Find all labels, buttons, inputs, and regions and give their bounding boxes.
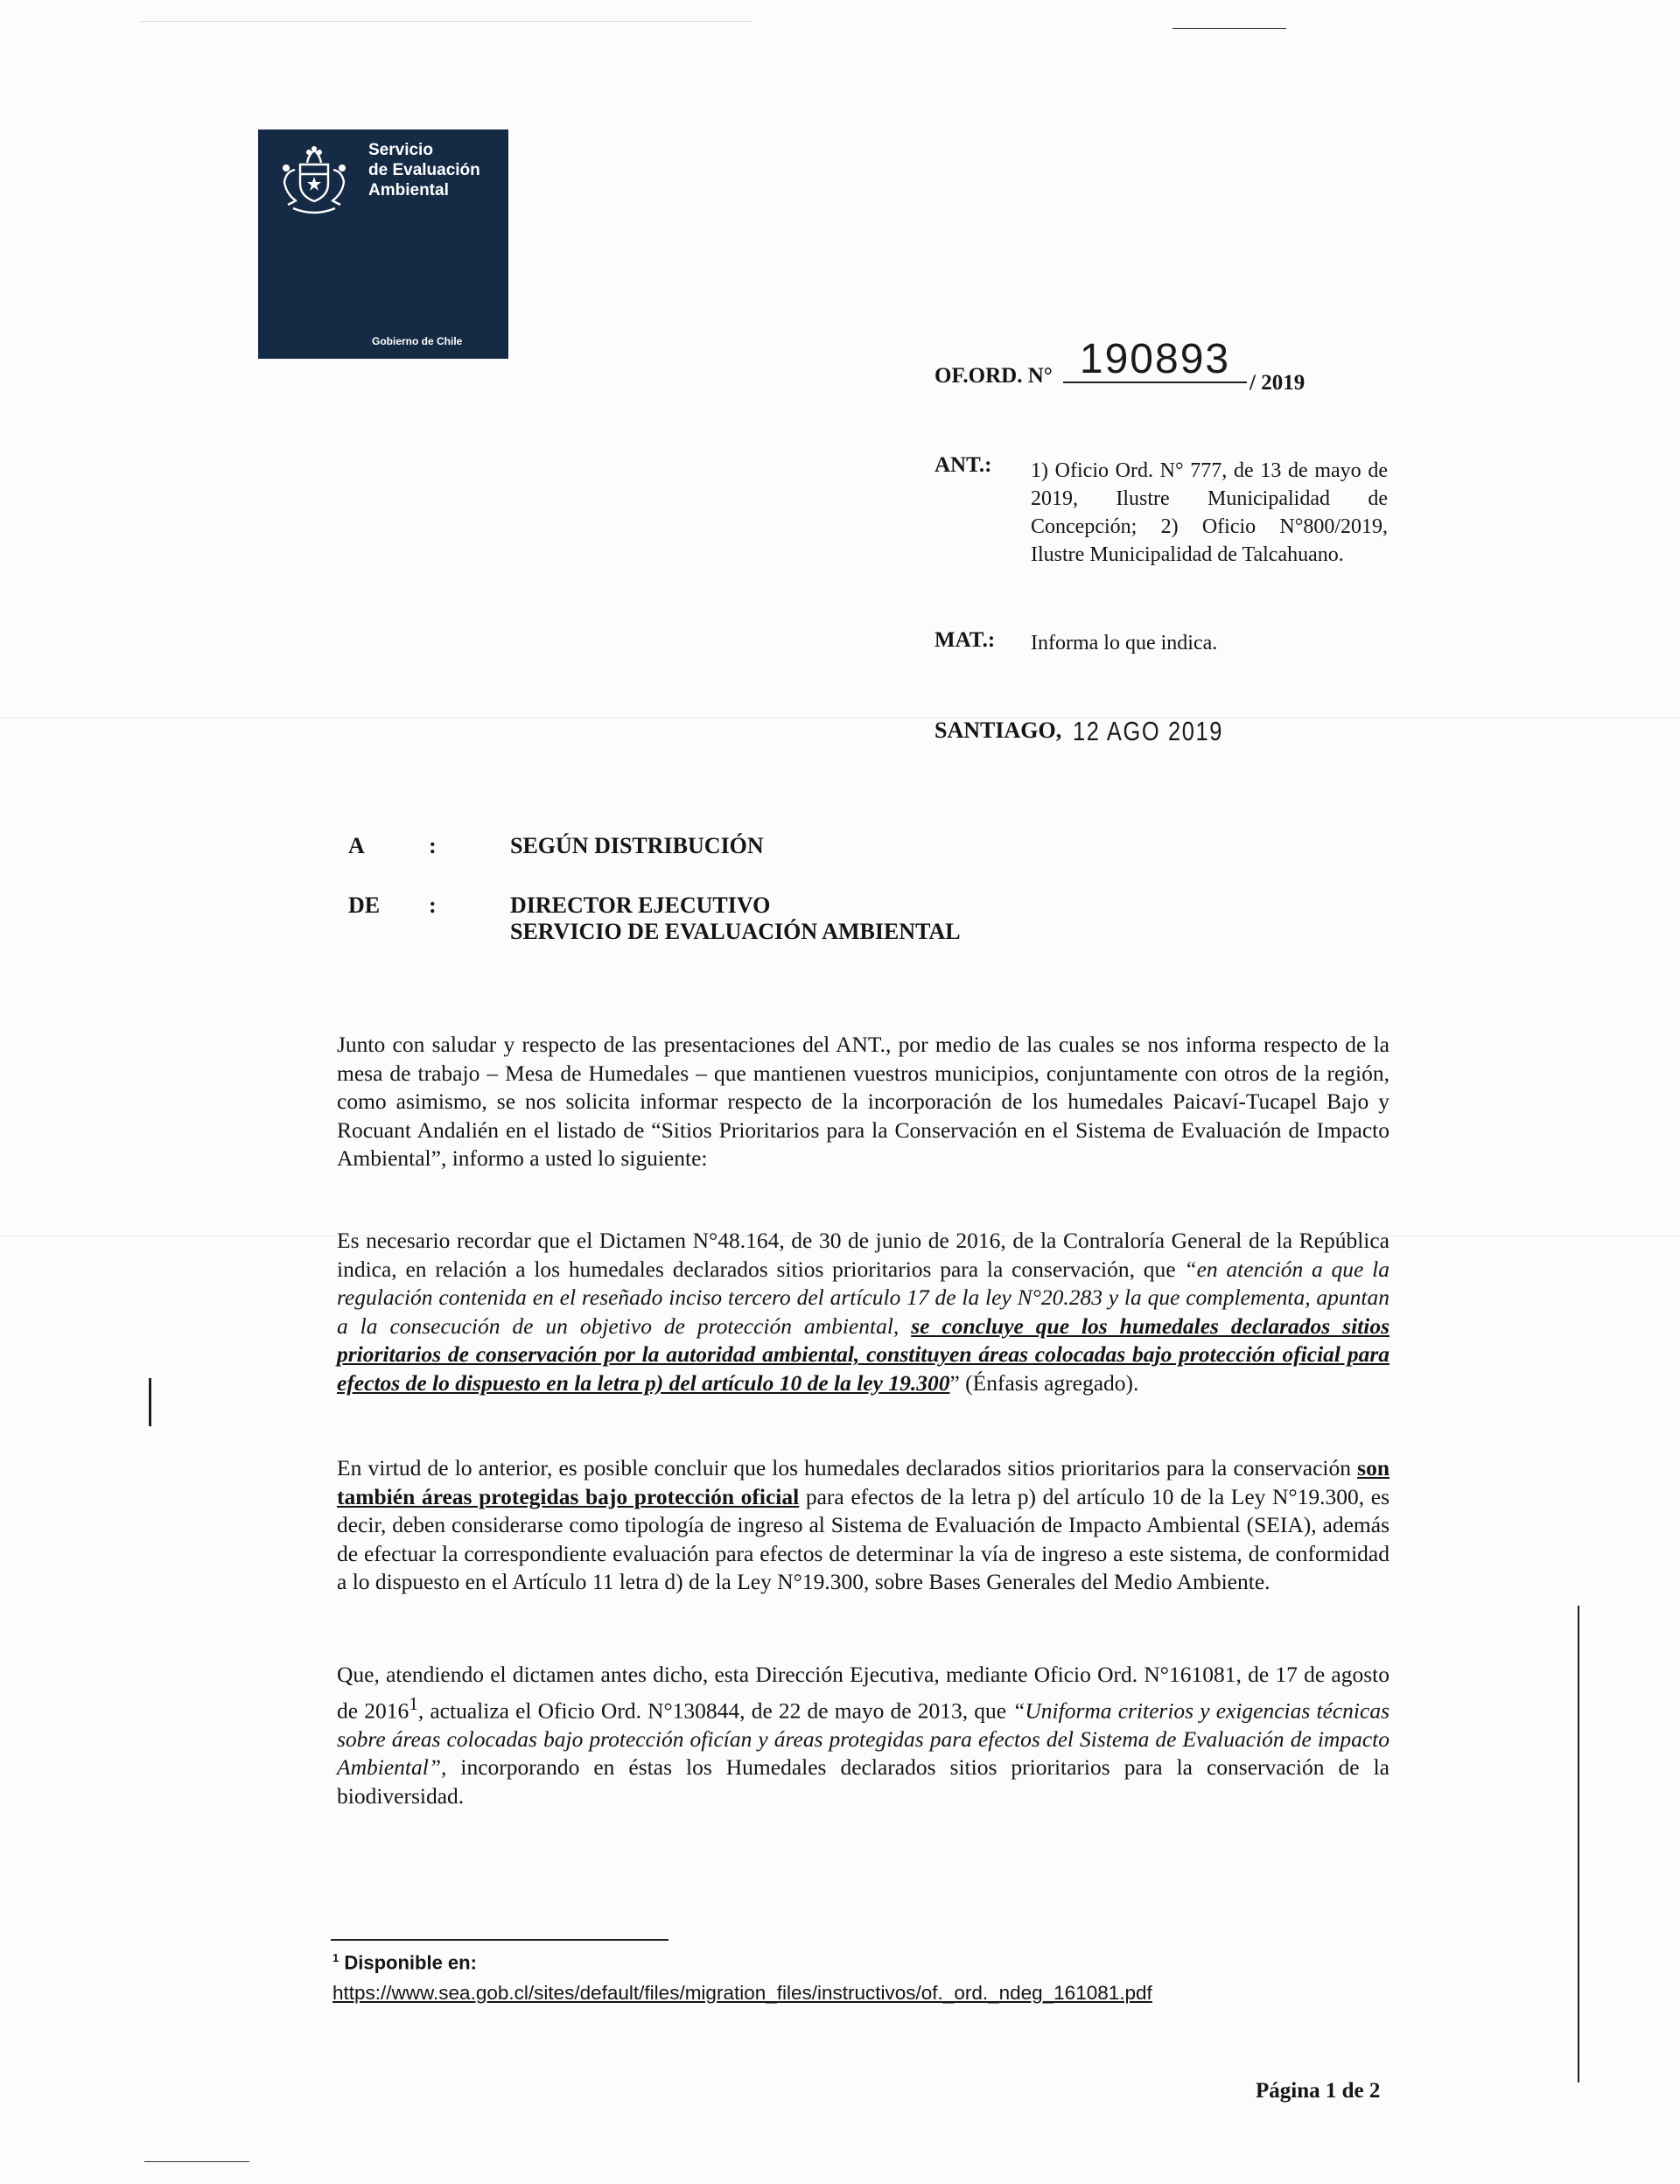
scan-mark [149, 1378, 151, 1426]
ant-label: ANT.: [934, 453, 992, 477]
logo-line: de Evaluación [368, 161, 480, 179]
oford-label: OF.ORD. N° [934, 364, 1053, 388]
oford-year: / 2019 [1250, 371, 1306, 395]
from-key: DE [348, 892, 381, 918]
coat-of-arms-icon [274, 144, 354, 217]
scan-artifact [1172, 28, 1286, 29]
body-paragraph-4 [337, 1661, 1390, 1810]
p3-emphasis: son también áreas protegidas bajo protección oficial [337, 1455, 1390, 1509]
body-paragraph-1: Junto con saludar y respecto de las presentaciones del ANT., por medio de las cuales se nos informa respecto de la mesa de trabajo – Mesa de Humedales – que mantienen vuestros municipios, conjuntamente con otros de la región, como asimismo, se nos solicita informar respecto de la incorporación de los humedales Paicaví-Tucapel Bajo y Rocuant Andalién en el listado de “Sitios Prioritarios para la Conservación en el Sistema de Evaluación de Impacto Ambiental”, informo a usted lo siguiente: [337, 1032, 1390, 1172]
scan-artifact [144, 2161, 249, 2162]
scan-mark [1578, 1606, 1579, 2082]
p2-emphasis: se concluye que los humedales declarados sitios prioritarios de conservación por la autoridad ambiental, constituyen áreas colocadas bajo protección oficial para efectos de lo dispuesto en la letra p) del artículo 10 de la ley 19.300 [337, 1312, 1390, 1396]
to-key: A [348, 833, 365, 858]
p2-closing: ” (Énfasis agregado). [949, 1369, 1139, 1396]
date-stamp: 12 AGO 2019 [1073, 716, 1224, 746]
p4-intro: Que, atendiendo el dictamen antes dicho, esta Dirección Ejecutiva, mediante Oficio Ord. N°161081, de 17 de agosto de 2016 [337, 1662, 1390, 1724]
page-number: Página 1 de 2 [1256, 2079, 1381, 2103]
footnote-link[interactable]: https://www.sea.gob.cl/sites/default/files/migration_files/instructivos/of._ord._ndeg_161081.pdf [332, 1982, 1152, 2004]
footnote-marker: 1 [332, 1951, 340, 1964]
p4-quote: “Uniforma criterios y exigencias técnicas sobre áreas colocadas bajo protección oficían y áreas protegidas para efectos del Sistema de Evaluación de impacto Ambiental” [337, 1698, 1390, 1781]
body-paragraph-3 [337, 1454, 1390, 1597]
p2-intro: Es necesario recordar que el Dictamen N°48.164, de 30 de junio de 2016, de la Contraloría General de la República indica, en relación a los humedales declarados sitios prioritarios para la conservación, que [337, 1228, 1390, 1282]
to-value: SEGÚN DISTRIBUCIÓN [510, 833, 764, 858]
logo-line: Servicio [368, 141, 433, 159]
p2-quote: “en atención a que la regulación contenida en el reseñado inciso tercero del artículo 17 de la ley N°20.283 y la que complementa, apuntan a la consecución de un objetivo de protección ambiental, [337, 1256, 1390, 1339]
body-paragraph-2 [337, 1227, 1390, 1398]
p4-rest: , incorporando en éstas los Humedales declarados sitios prioritarios para la conservación de la biodiversidad. [337, 1754, 1390, 1809]
from-colon: : [429, 892, 437, 918]
logo-text [368, 140, 480, 200]
logo-footer: Gobierno de Chile [372, 335, 463, 347]
from-value-line1: DIRECTOR EJECUTIVO [510, 892, 771, 918]
from-value-line2: SERVICIO DE EVALUACIÓN AMBIENTAL [510, 919, 961, 944]
footnote-label-text: Disponible en: [344, 1951, 477, 1974]
p4-middle: , actualiza el Oficio Ord. N°130844, de 22 de mayo de 2013, que [417, 1698, 1013, 1724]
footnote-divider [331, 1939, 668, 1941]
logo-line: Ambiental [368, 181, 449, 200]
scan-artifact [140, 21, 752, 22]
city-label: SANTIAGO, [934, 718, 1062, 743]
mat-text: Informa lo que indica. [1031, 632, 1218, 654]
to-colon: : [429, 833, 437, 858]
footnote-label [332, 1951, 477, 1974]
oford-number: 190893 [1063, 338, 1247, 383]
p3-rest: para efectos de la letra p) del artículo 10 de la Ley N°19.300, es decir, deben considerarse como tipología de ingreso al Sistema de Evaluación de Impacto Ambiental (SEIA), además de efectuar la correspondiente evaluación para efectos de determinar la vía de ingreso a este sistema, de conformidad a lo dispuesto en el Artículo 11 letra d) de la Ley N°19.300, sobre Bases Generales del Medio Ambiente. [337, 1483, 1390, 1595]
sea-logo [258, 130, 508, 359]
footnote-ref: 1 [409, 1692, 418, 1714]
ant-text: 1) Oficio Ord. N° 777, de 13 de mayo de 2019, Ilustre Municipalidad de Concepción; 2) Oficio N°800/2019, Ilustre Municipalidad de Talcahuano. [1031, 459, 1388, 566]
p3-intro: En virtud de lo anterior, es posible concluir que los humedales declarados sitios prioritarios para la conservación [337, 1455, 1358, 1480]
mat-label: MAT.: [934, 628, 996, 652]
